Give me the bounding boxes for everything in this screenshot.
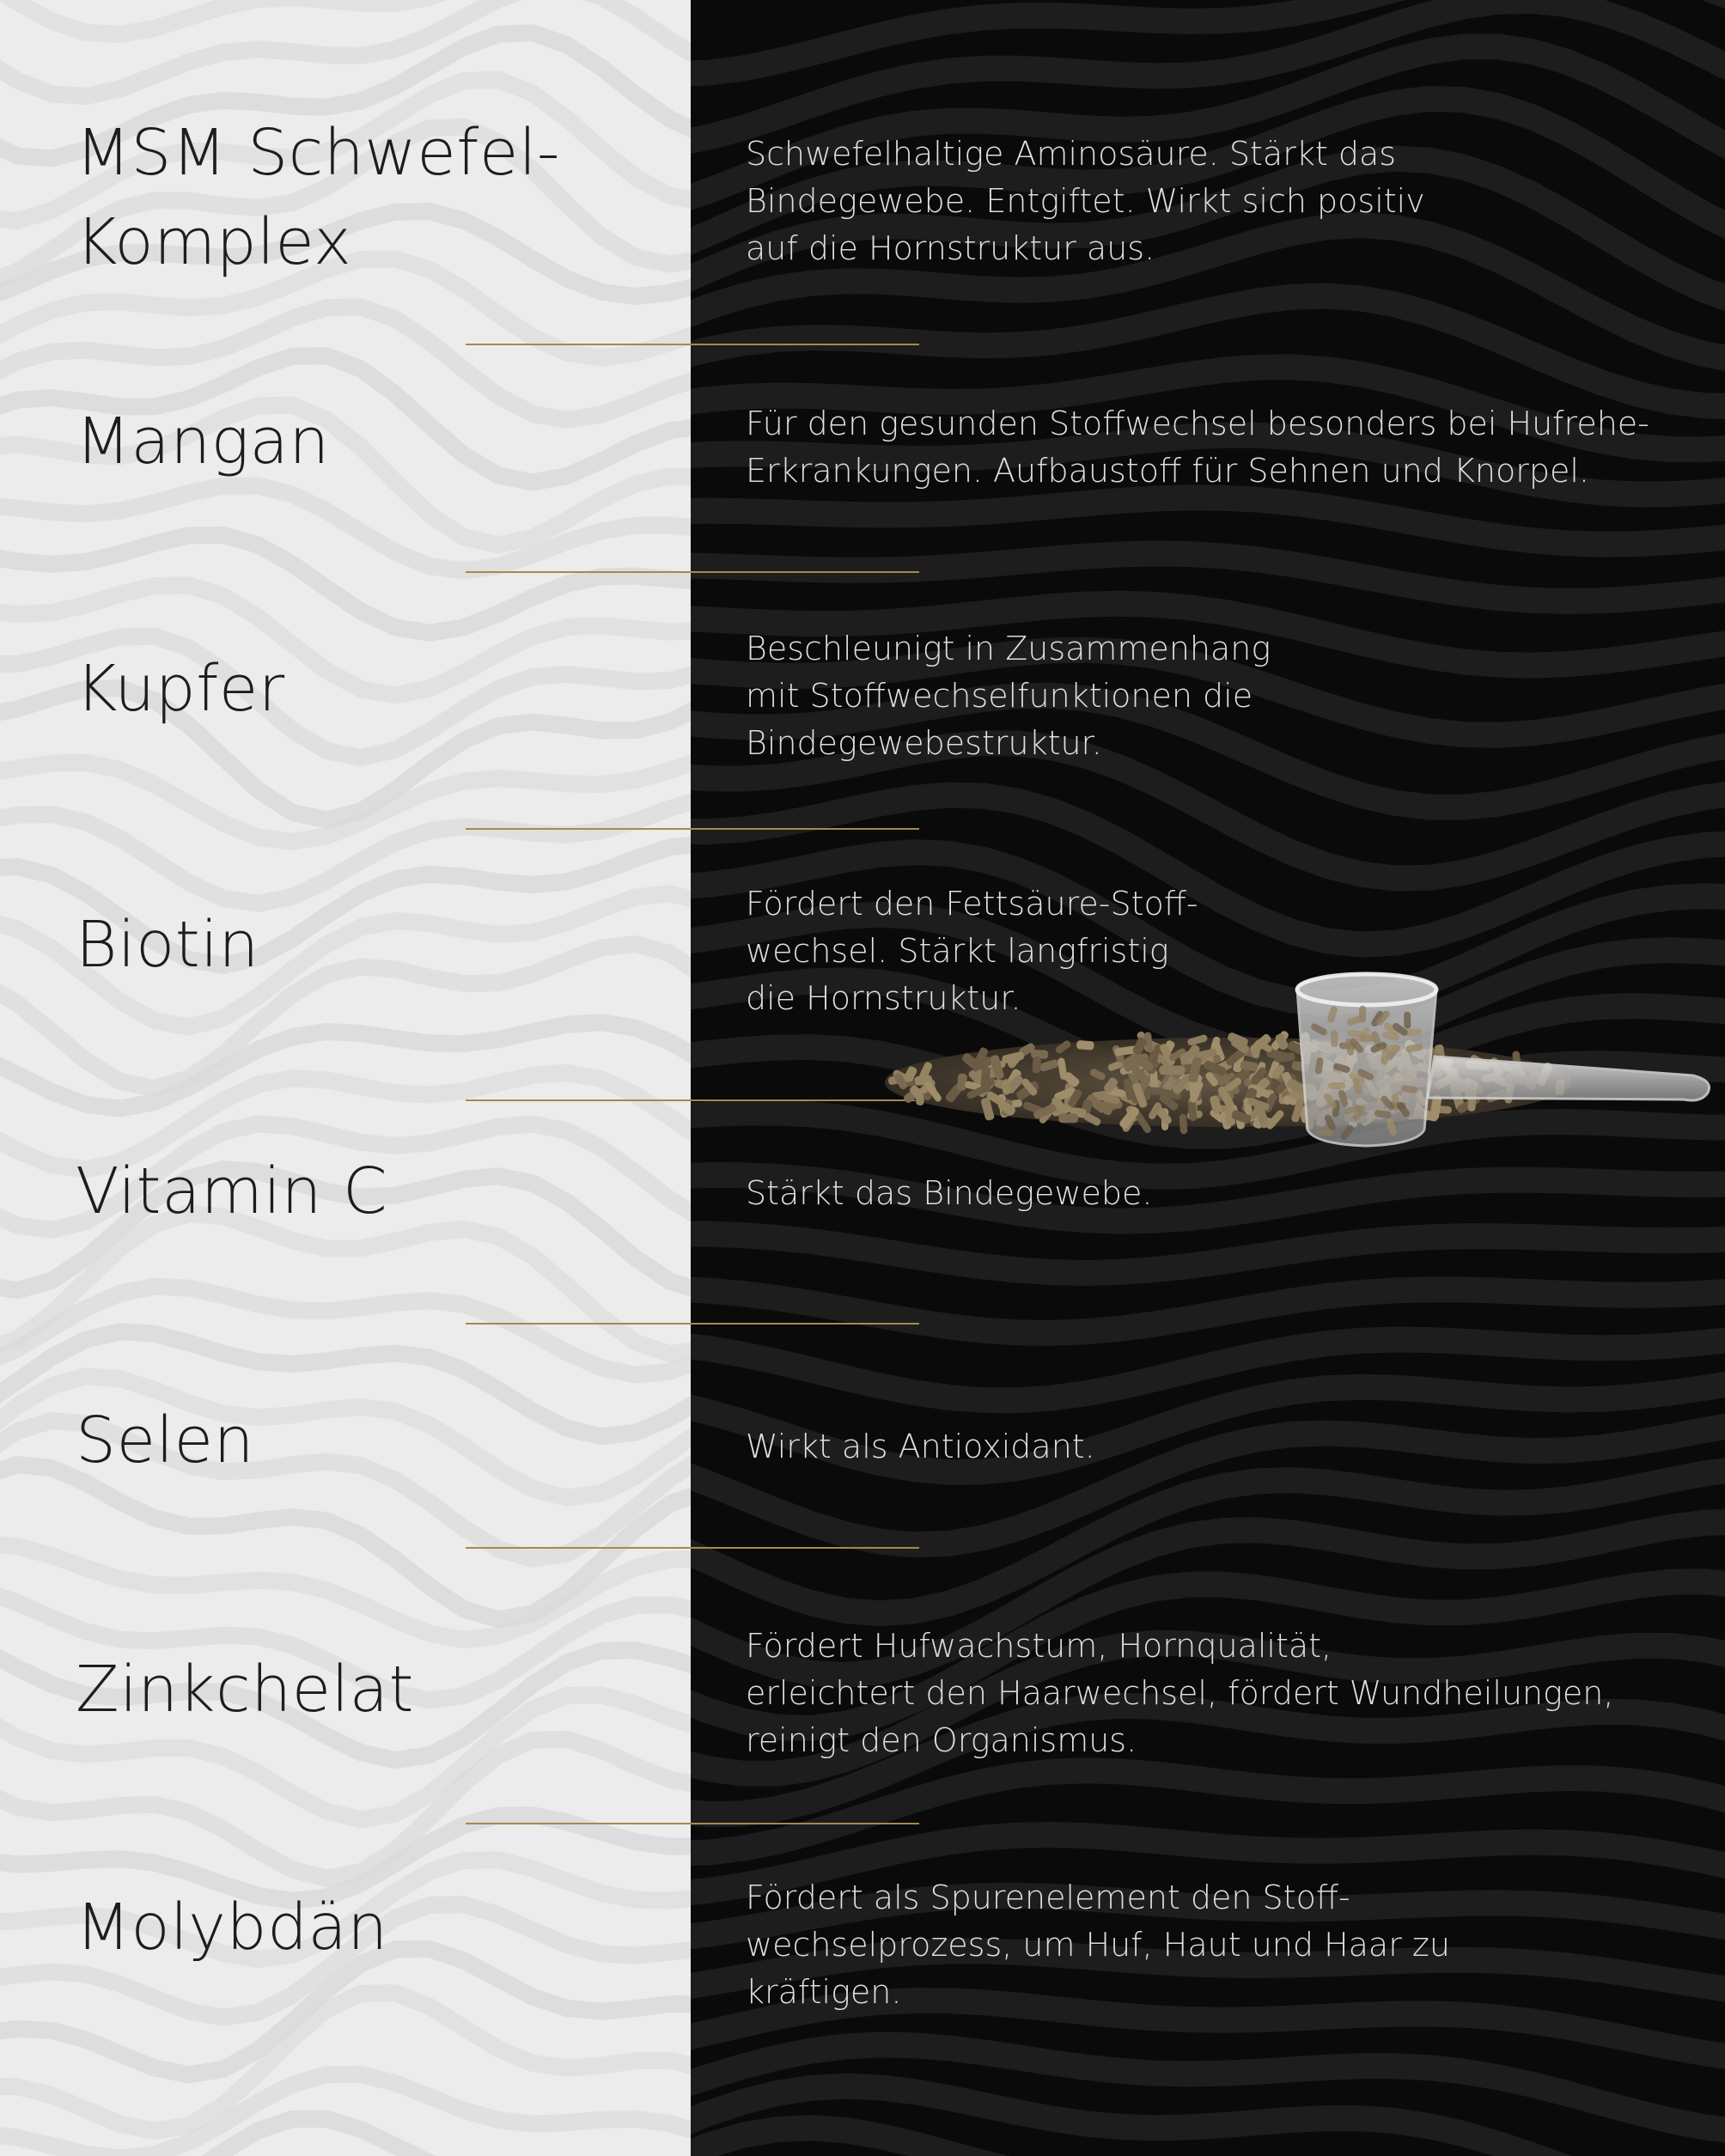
divider (466, 571, 919, 573)
pellet (1331, 1030, 1338, 1047)
pellet (1032, 1057, 1041, 1074)
ingredient-name-biotin: Biotin (76, 908, 259, 982)
measuring-scoop-with-pellets-image (868, 953, 1718, 1168)
pellet (1003, 1079, 1010, 1094)
pellet (1316, 1129, 1333, 1136)
divider (466, 344, 919, 345)
divider (466, 1823, 919, 1824)
ingredient-description-biotin: Fördert den Fettsäure-Stoff- wechsel. Stärkt langfristig die Hornstruktur. (746, 885, 1198, 1017)
ingredient-description-mangan: Für den gesunden Stoffwechsel besonders bei Hufrehe- Erkrankungen. Aufbaustoff für Sehnen und Knorpel. (746, 405, 1649, 490)
ingredient-description-msm: Schwefelhaltige Aminosäure. Stärkt das Bindegewebe. Entgiftet. Wirkt sich positiv auf die Hornstruktur aus. (746, 135, 1425, 267)
ingredient-name-mangan: Mangan (76, 405, 330, 478)
pellet (1159, 1066, 1185, 1075)
ingredient-name-vitamin-c: Vitamin C (76, 1154, 388, 1228)
pellet (1058, 1114, 1078, 1124)
pellet (1179, 1114, 1188, 1135)
divider (466, 1099, 919, 1101)
divider (466, 1547, 919, 1549)
pellet (1360, 1034, 1377, 1042)
pellet (1328, 1082, 1345, 1089)
ingredient-name-zinkchelat: Zinkchelat (76, 1653, 415, 1727)
ingredient-description-zinkchelat: Fördert Hufwachstum, Hornqualität, erleichtert den Haarwechsel, fördert Wundheilungen, reinigt den Organismus. (746, 1627, 1614, 1759)
divider (466, 1323, 919, 1325)
ingredient-name-molybdaen: Molybdän (76, 1891, 388, 1964)
pellet (956, 1073, 967, 1091)
ingredient-description-kupfer: Beschleunigt in Zusammenhang mit Stoffwechselfunktionen die Bindegewebestruktur. (746, 630, 1271, 762)
pellet (1404, 1012, 1411, 1029)
pellet (1076, 1040, 1094, 1051)
ingredient-name-kupfer: Kupfer (76, 652, 285, 726)
ingredient-name-selen: Selen (76, 1404, 254, 1477)
left-wave-pattern (0, 0, 691, 2156)
ingredient-name-msm: MSM Schwefel- Komplex (76, 116, 561, 279)
scoop-handle (1428, 1057, 1710, 1100)
left-panel (0, 0, 691, 2156)
ingredient-description-vitamin-c: Stärkt das Bindegewebe. (746, 1174, 1153, 1212)
divider (466, 828, 919, 830)
ingredient-description-selen: Wirkt als Antioxidant. (746, 1428, 1095, 1465)
ingredient-description-molybdaen: Fördert als Spurenelement den Stoff- wechselprozess, um Huf, Haut und Haar zu kräftigen. (746, 1879, 1450, 2011)
